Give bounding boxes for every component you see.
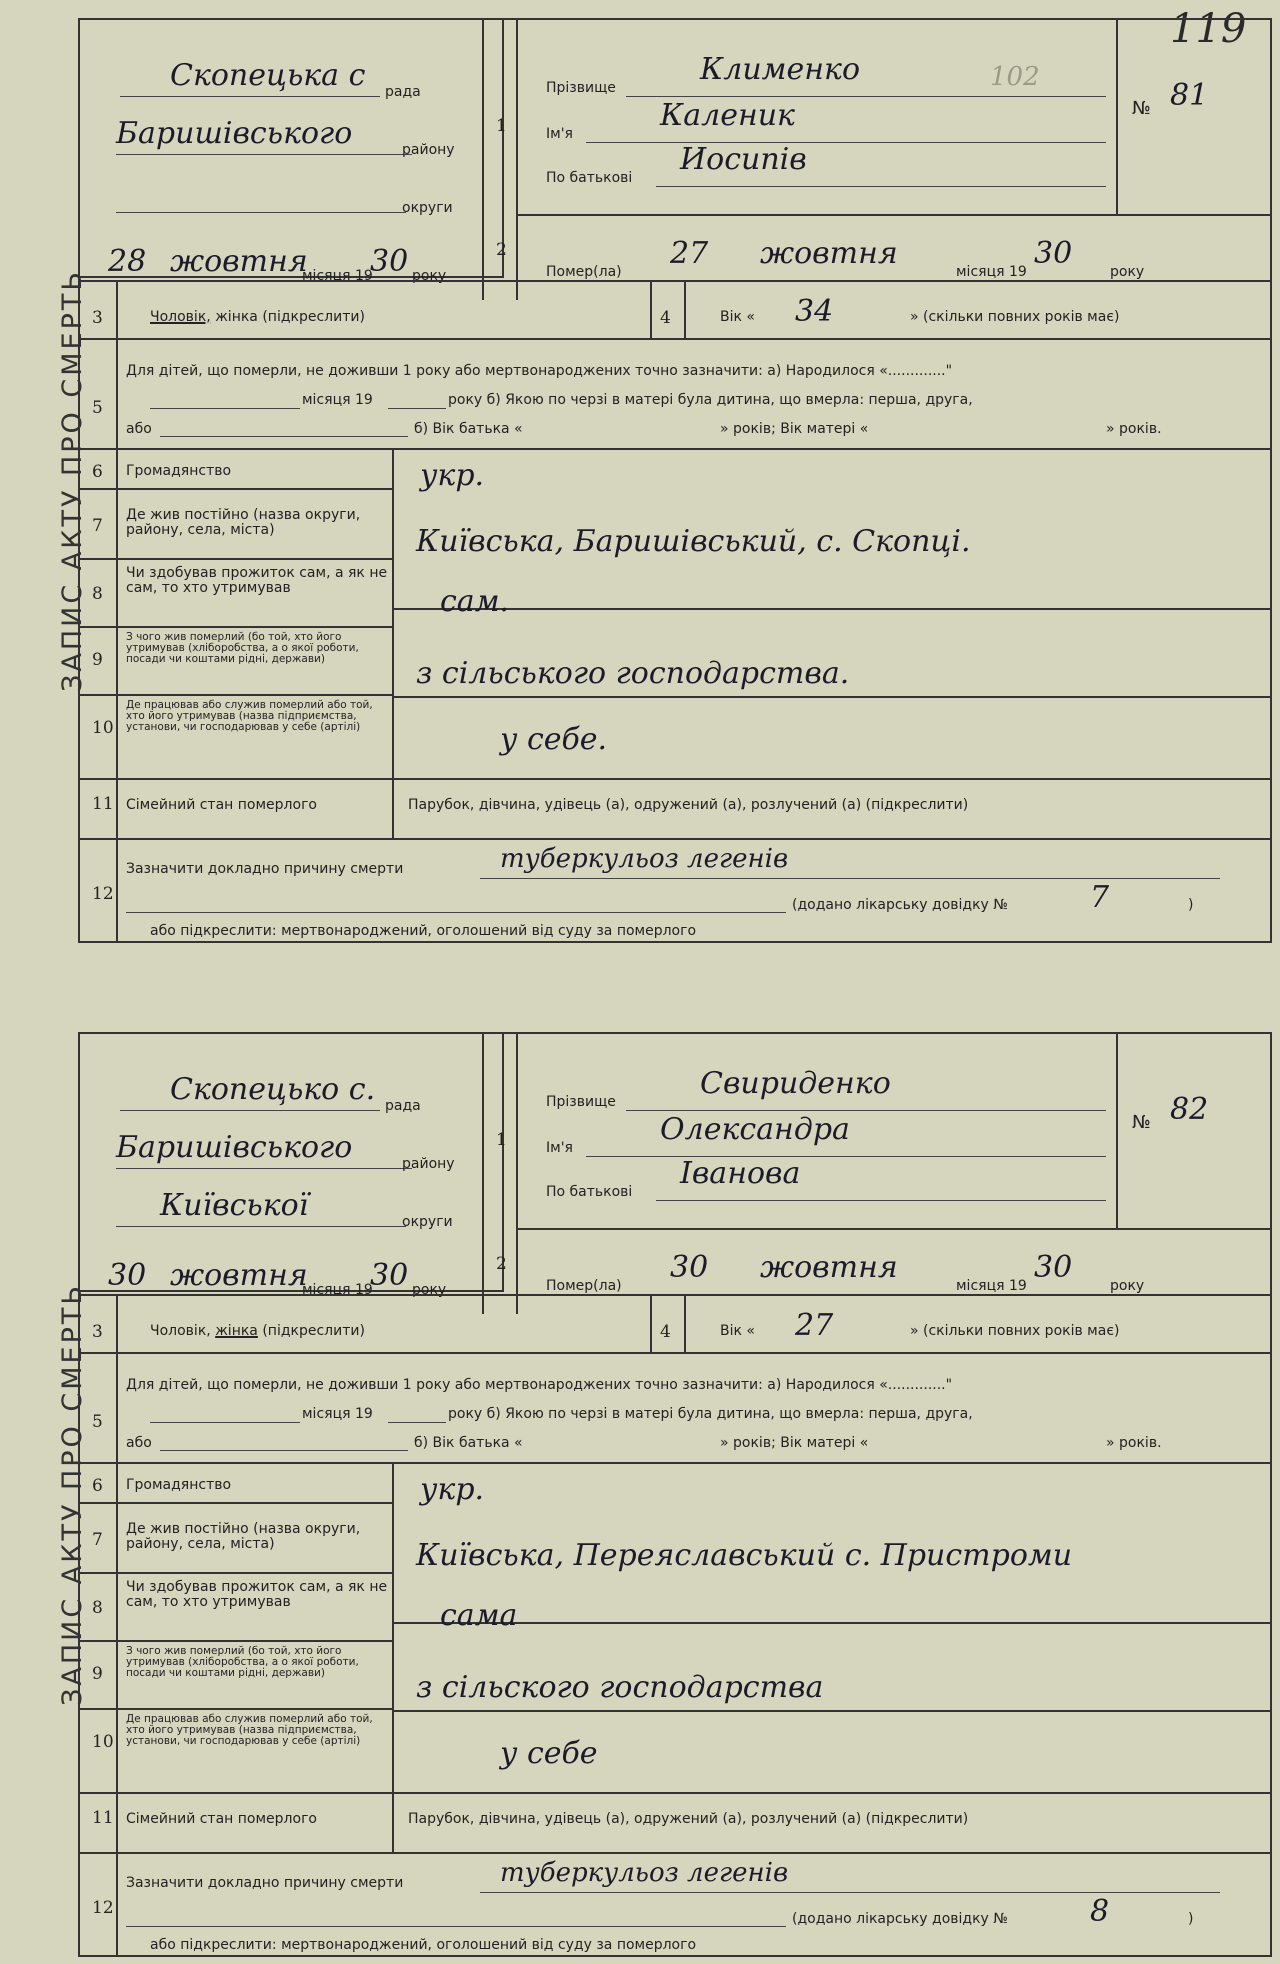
cert-label: (додано лікарську довідку №	[792, 1911, 1008, 1927]
row-num-10: 10	[92, 1732, 114, 1752]
reg-day-value: 30	[108, 1258, 147, 1293]
stillborn-label: або підкреслити: мертвонароджений, оголошений від суду за померлого	[150, 1937, 697, 1953]
reg-day-value: 28	[108, 244, 147, 279]
cause-label: Зазначити докладно причину смерти	[126, 861, 404, 877]
residence-value: Київська, Баришівський, с. Скопці.	[416, 524, 971, 559]
record-number-value: 82	[1170, 1092, 1209, 1127]
citizenship-label: Громадянство	[126, 463, 232, 479]
name-label: Ім'я	[546, 126, 573, 142]
children-line-3c: » років; Вік матері «	[720, 421, 869, 437]
children-line-2b: року б) Якою по черзі в матері була дитина, що вмерла: перша, друга,	[448, 1406, 973, 1422]
death-month-label: місяця 19	[956, 264, 1027, 280]
page-number: 119	[1170, 6, 1247, 52]
livelihood-value: сама	[440, 1598, 518, 1633]
name-value: Олександра	[660, 1112, 850, 1147]
died-label: Помер(ла)	[546, 1278, 622, 1294]
age-value: 27	[795, 1308, 834, 1343]
children-line-2b: року б) Якою по черзі в матері була дитина, що вмерла: перша, друга,	[448, 392, 973, 408]
name-value: Каленик	[660, 98, 795, 133]
income-value: з сільского господарства	[416, 1670, 824, 1705]
livelihood-value: сам.	[440, 584, 510, 619]
cert-end: )	[1188, 1911, 1194, 1927]
children-line-3b: б) Вік батька «	[414, 1435, 523, 1451]
children-line-2a: місяця 19	[302, 1406, 373, 1422]
patronymic-label: По батькові	[546, 1184, 633, 1200]
side-title: ЗАПИС АКТУ ПРО СМЕРТЬ	[56, 1283, 88, 1706]
death-month-value: жовтня	[760, 1250, 898, 1285]
row-num-12: 12	[92, 1898, 114, 1918]
okrug-label: округи	[402, 1214, 453, 1230]
reg-month-label: місяця 19	[302, 268, 373, 284]
age-note: » (скільки повних років має)	[910, 1323, 1120, 1339]
row-num-7: 7	[92, 1530, 103, 1550]
name-label: Ім'я	[546, 1140, 573, 1156]
reg-year-label: року	[412, 1282, 447, 1298]
row-num-9: 9	[92, 1664, 103, 1684]
rada-label: рада	[385, 84, 421, 100]
citizenship-value: укр.	[420, 1472, 485, 1507]
children-line-1: Для дітей, що померли, не доживши 1 року або мертвонароджених точно зазначити: а) Народилося «............."	[126, 1377, 953, 1393]
death-record	[20, 18, 1260, 943]
reg-month-value: жовтня	[170, 244, 308, 279]
rada-value: Скопецька с	[170, 58, 366, 93]
sex-label: Чоловік, жінка (підкреслити)	[150, 1323, 365, 1339]
raion-value: Баришівського	[116, 1130, 353, 1165]
raion-label: району	[402, 142, 455, 158]
age-label: Вік «	[720, 309, 755, 325]
death-year-label: року	[1110, 1278, 1145, 1294]
death-day-value: 30	[670, 1250, 709, 1285]
workplace-label: Де працював або служив померлий або той, хто його утримував (назва підприємства, установи, чи господарював у себе (артілі)	[126, 1713, 373, 1747]
children-line-1: Для дітей, що померли, не доживши 1 року або мертвонароджених точно зазначити: а) Народилося «............."	[126, 363, 953, 379]
reg-year-value: 30	[370, 244, 409, 279]
patronymic-value: Иосипів	[680, 142, 807, 177]
row-num-8: 8	[92, 1598, 103, 1618]
livelihood-label: Чи здобував прожиток сам, а як не сам, то хто утримував	[126, 565, 388, 596]
surname-label: Прізвище	[546, 1094, 616, 1110]
row-num-11: 11	[92, 794, 114, 814]
row-num-5: 5	[92, 1412, 103, 1432]
death-year-label: року	[1110, 264, 1145, 280]
cert-value: 7	[1090, 880, 1110, 915]
reg-month-label: місяця 19	[302, 1282, 373, 1298]
row-num-3: 3	[92, 308, 103, 328]
row-num-4: 4	[660, 308, 671, 328]
death-year-value: 30	[1034, 236, 1073, 271]
side-title: ЗАПИС АКТУ ПРО СМЕРТЬ	[56, 269, 88, 692]
children-line-3a: або	[126, 421, 152, 437]
children-line-3c: » років; Вік матері «	[720, 1435, 869, 1451]
reg-year-label: року	[412, 268, 447, 284]
patronymic-label: По батькові	[546, 170, 633, 186]
marital-label: Сімейний стан померлого	[126, 797, 317, 813]
cert-label: (додано лікарську довідку №	[792, 897, 1008, 913]
row-num-4: 4	[660, 1322, 671, 1342]
marital-label: Сімейний стан померлого	[126, 1811, 317, 1827]
workplace-value: у себе	[500, 1736, 598, 1771]
row-num-12: 12	[92, 884, 114, 904]
number-label: №	[1132, 1112, 1151, 1133]
cert-value: 8	[1090, 1894, 1110, 1929]
children-line-3b: б) Вік батька «	[414, 421, 523, 437]
children-line-3d: » років.	[1106, 1435, 1162, 1451]
row-num-3: 3	[92, 1322, 103, 1342]
patronymic-value: Іванова	[680, 1156, 801, 1191]
died-label: Помер(ла)	[546, 264, 622, 280]
death-day-value: 27	[670, 236, 709, 271]
death-month-value: жовтня	[760, 236, 898, 271]
residence-label: Де жив постійно (назва округи, району, села, міста)	[126, 507, 361, 538]
residence-label: Де жив постійно (назва округи, району, села, міста)	[126, 1521, 361, 1552]
age-value: 34	[795, 294, 834, 329]
okrug-value: Київської	[160, 1188, 309, 1223]
death-record	[20, 1032, 1260, 1957]
row-num-1: 1	[496, 116, 507, 136]
income-value: з сільського господарства.	[416, 656, 850, 691]
workplace-label: Де працював або служив померлий або той, хто його утримував (назва підприємства, установи, чи господарював у себе (артілі)	[126, 699, 373, 733]
cause-value: туберкульоз легенів	[500, 844, 789, 874]
income-label: З чого жив померлий (бо той, хто його утримував (хліборобства, а о якої роботи, посади чи коштами рідні, держави)	[126, 631, 359, 665]
cause-label: Зазначити докладно причину смерти	[126, 1875, 404, 1891]
sex-label: Чоловік, жінка (підкреслити)	[150, 309, 365, 325]
row-num-8: 8	[92, 584, 103, 604]
children-line-3a: або	[126, 1435, 152, 1451]
death-year-value: 30	[1034, 1250, 1073, 1285]
livelihood-label: Чи здобував прожиток сам, а як не сам, то хто утримував	[126, 1579, 388, 1610]
age-label: Вік «	[720, 1323, 755, 1339]
reg-month-value: жовтня	[170, 1258, 308, 1293]
margin-note: 102	[990, 62, 1040, 92]
row-num-6: 6	[92, 462, 103, 482]
row-num-11: 11	[92, 1808, 114, 1828]
rada-label: рада	[385, 1098, 421, 1114]
income-label: З чого жив померлий (бо той, хто його утримував (хліборобства, а о якої роботи, посади чи коштами рідні, держави)	[126, 1645, 359, 1679]
raion-value: Баришівського	[116, 116, 353, 151]
stillborn-label: або підкреслити: мертвонароджений, оголошений від суду за померлого	[150, 923, 697, 939]
surname-value: Клименко	[700, 52, 861, 87]
age-note: » (скільки повних років має)	[910, 309, 1120, 325]
children-line-2a: місяця 19	[302, 392, 373, 408]
surname-value: Свириденко	[700, 1066, 891, 1101]
record-number-value: 81	[1170, 78, 1209, 113]
row-num-6: 6	[92, 1476, 103, 1496]
number-label: №	[1132, 98, 1151, 119]
citizenship-value: укр.	[420, 458, 485, 493]
row-num-1: 1	[496, 1130, 507, 1150]
row-num-2: 2	[496, 240, 507, 260]
row-num-2: 2	[496, 1254, 507, 1274]
surname-label: Прізвище	[546, 80, 616, 96]
death-month-label: місяця 19	[956, 1278, 1027, 1294]
reg-year-value: 30	[370, 1258, 409, 1293]
marital-options: Парубок, дівчина, удівець (а), одружений (а), розлучений (а) (підкреслити)	[408, 797, 969, 813]
children-line-3d: » років.	[1106, 421, 1162, 437]
citizenship-label: Громадянство	[126, 1477, 232, 1493]
rada-value: Скопецько с.	[170, 1072, 376, 1107]
row-num-10: 10	[92, 718, 114, 738]
workplace-value: у себе.	[500, 722, 608, 757]
cause-value: туберкульоз легенів	[500, 1858, 789, 1888]
row-num-9: 9	[92, 650, 103, 670]
okrug-label: округи	[402, 200, 453, 216]
raion-label: району	[402, 1156, 455, 1172]
residence-value: Київська, Переяславський с. Пристроми	[416, 1538, 1073, 1573]
row-num-5: 5	[92, 398, 103, 418]
cert-end: )	[1188, 897, 1194, 913]
row-num-7: 7	[92, 516, 103, 536]
marital-options: Парубок, дівчина, удівець (а), одружений (а), розлучений (а) (підкреслити)	[408, 1811, 969, 1827]
